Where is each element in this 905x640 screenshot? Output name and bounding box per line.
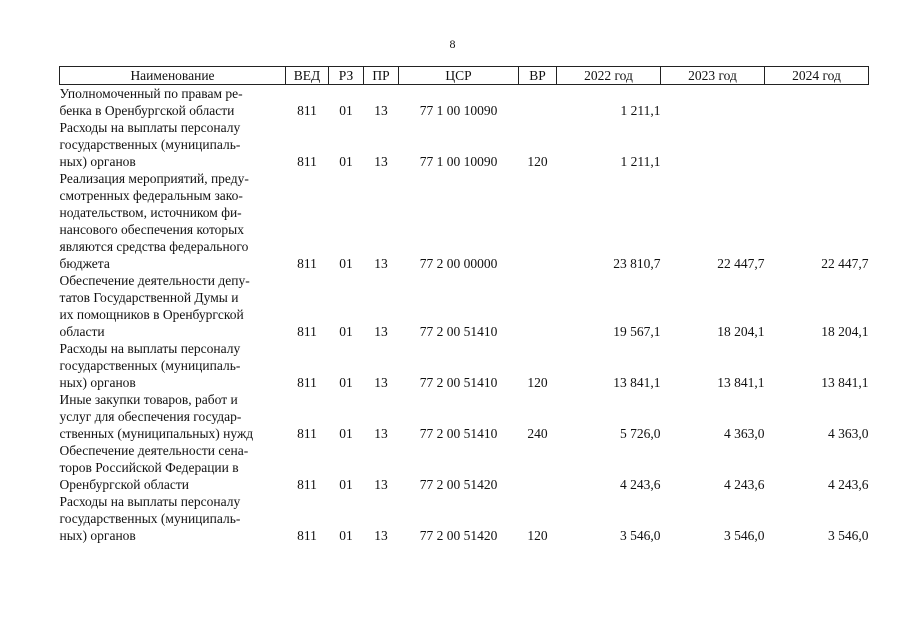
cell-vr: 240 [527,426,548,441]
cell-2022: 23 810,7 [613,256,661,271]
cell-vr [519,272,557,340]
cell-2024: 3 546,0 [828,528,869,543]
table-body [60,85,869,545]
table-row [60,442,869,493]
cell-2022: 1 211,1 [620,103,661,118]
table-row [60,85,869,120]
cell-pr: 13 [374,528,388,543]
name-line: государственных (муниципаль- [59,137,241,152]
cell-2024: 4 363,0 [828,426,869,441]
name-line: смотренных федеральным зако- [59,188,243,203]
cell-2024: 18 204,1 [821,324,869,339]
name-line: ных) органов [59,375,136,390]
cell-rz: 01 [339,154,353,169]
cell-ved: 811 [297,154,317,169]
cell-pr: 13 [374,324,388,339]
cell-vr: 120 [527,375,548,390]
cell-2022: 3 546,0 [620,528,661,543]
name-line: Реализация мероприятий, преду- [59,171,249,186]
name-line: услуг для обеспечения государ- [59,409,242,424]
name-line: татов Государственной Думы и [59,290,239,305]
cell-csr: 77 2 00 51420 [419,477,498,492]
table-row [60,340,869,391]
name-line: Расходы на выплаты персоналу [59,120,241,135]
cell-2022: 19 567,1 [613,324,661,339]
table-row [60,493,869,544]
cell-2024: 13 841,1 [821,375,869,390]
cell-name [60,85,286,120]
name-line: являются средства федерального [59,239,249,254]
name-line: Оренбургской области [59,477,189,492]
cell-rz: 01 [339,256,353,271]
header-name: Наименование [60,67,286,85]
name-line: торов Российской Федерации в [59,460,239,475]
cell-ved: 811 [297,426,317,441]
cell-vr: 120 [527,154,548,169]
name-line: бюджета [59,256,110,271]
name-line: области [59,324,105,339]
cell-name [60,391,286,442]
cell-csr: 77 1 00 10090 [419,103,498,118]
cell-rz: 01 [339,375,353,390]
cell-name [60,340,286,391]
name-line: государственных (муниципаль- [59,358,241,373]
name-line: Уполномоченный по правам ре- [59,86,243,101]
cell-2024 [765,119,869,170]
cell-vr: 120 [527,528,548,543]
cell-2022: 1 211,1 [620,154,661,169]
name-line: ственных (муниципальных) нужд [59,426,254,441]
name-line: бенка в Оренбургской области [59,103,235,118]
table-header-row [60,67,869,85]
cell-2024 [765,85,869,120]
name-line: Обеспечение деятельности сена- [59,443,249,458]
header-2023: 2023 год [661,67,765,85]
cell-pr: 13 [374,256,388,271]
cell-2023 [661,85,765,120]
cell-vr [519,170,557,272]
cell-vr [519,85,557,120]
cell-rz: 01 [339,103,353,118]
cell-2022: 4 243,6 [620,477,661,492]
name-line: нодательством, источником фи- [59,205,242,220]
cell-pr: 13 [374,426,388,441]
name-line: ных) органов [59,528,136,543]
cell-ved: 811 [297,324,317,339]
name-line: Иные закупки товаров, работ и [59,392,238,407]
cell-2023 [661,119,765,170]
name-line: нансового обеспечения которых [59,222,244,237]
cell-pr: 13 [374,375,388,390]
cell-vr [519,442,557,493]
header-2022: 2022 год [557,67,661,85]
cell-2022: 5 726,0 [620,426,661,441]
header-pr: ПР [364,67,399,85]
name-line: их помощников в Оренбургской [59,307,244,322]
header-vr: ВР [519,67,557,85]
cell-2023: 3 546,0 [724,528,765,543]
cell-csr: 77 2 00 00000 [419,256,498,271]
cell-name [60,442,286,493]
cell-rz: 01 [339,477,353,492]
cell-2022: 13 841,1 [613,375,661,390]
name-line: государственных (муниципаль- [59,511,241,526]
name-line: Обеспечение деятельности депу- [59,273,250,288]
header-ved: ВЕД [286,67,329,85]
table-row [60,391,869,442]
name-line: Расходы на выплаты персоналу [59,494,241,509]
table-row [60,272,869,340]
header-csr: ЦСР [399,67,519,85]
cell-rz: 01 [339,324,353,339]
cell-ved: 811 [297,256,317,271]
header-2024: 2024 год [765,67,869,85]
cell-ved: 811 [297,477,317,492]
page-number: 8 [449,37,456,51]
cell-name [60,493,286,544]
cell-ved: 811 [297,528,317,543]
cell-csr: 77 2 00 51410 [419,426,498,441]
name-line: Расходы на выплаты персоналу [59,341,241,356]
budget-table [59,66,869,544]
table-row [60,170,869,272]
cell-pr: 13 [374,154,388,169]
cell-csr: 77 2 00 51410 [419,324,498,339]
cell-csr: 77 2 00 51420 [419,528,498,543]
cell-2023: 13 841,1 [717,375,765,390]
cell-2024: 22 447,7 [821,256,869,271]
name-line: ных) органов [59,154,136,169]
cell-2024: 4 243,6 [828,477,869,492]
cell-rz: 01 [339,426,353,441]
cell-csr: 77 1 00 10090 [419,154,498,169]
cell-name [60,119,286,170]
cell-name [60,170,286,272]
cell-csr: 77 2 00 51410 [419,375,498,390]
cell-ved: 811 [297,103,317,118]
cell-pr: 13 [374,477,388,492]
cell-name [60,272,286,340]
cell-pr: 13 [374,103,388,118]
cell-rz: 01 [339,528,353,543]
table-row [60,119,869,170]
cell-2023: 4 363,0 [724,426,765,441]
cell-ved: 811 [297,375,317,390]
cell-2023: 4 243,6 [724,477,765,492]
header-rz: РЗ [329,67,364,85]
cell-2023: 22 447,7 [717,256,765,271]
cell-2023: 18 204,1 [717,324,765,339]
